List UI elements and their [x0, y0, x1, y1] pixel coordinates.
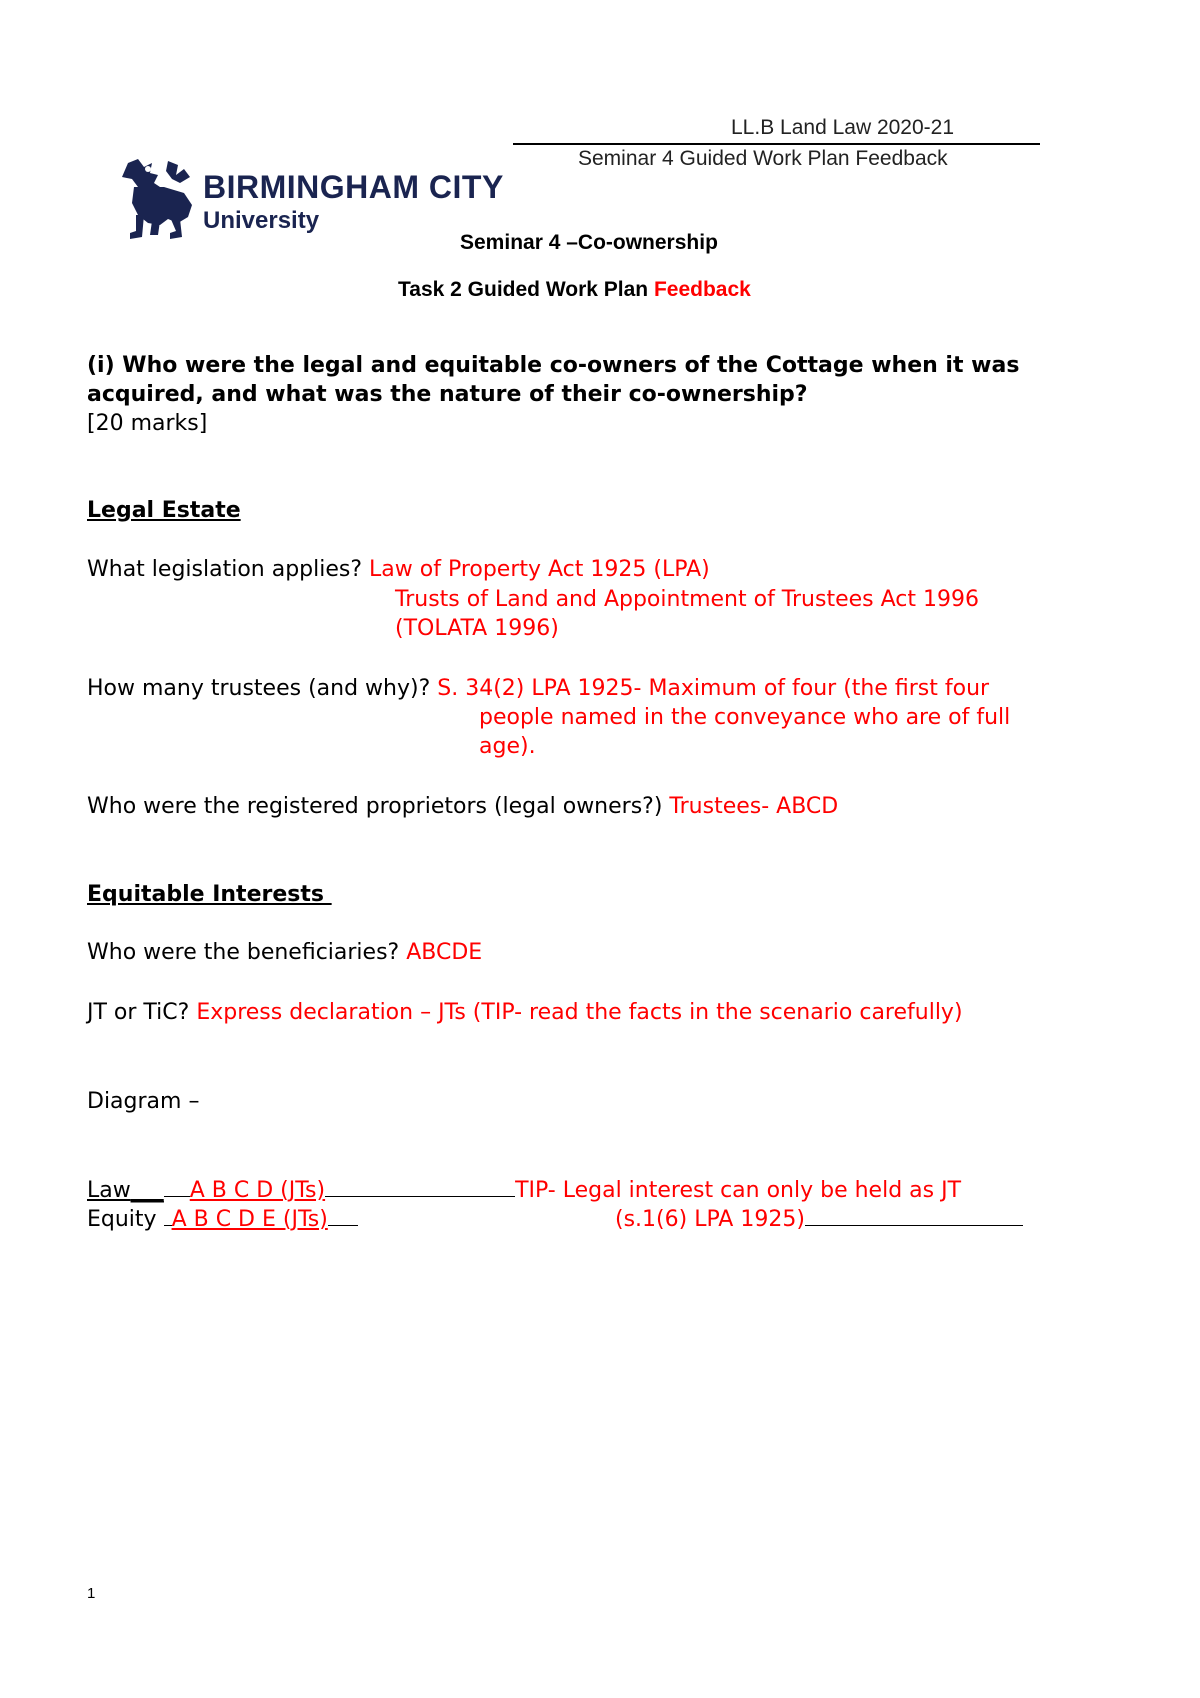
jt-row: [87, 998, 963, 1028]
diagram-equity-row: [87, 1205, 358, 1235]
diagram-law-row: Law___ A B C D (JTs) TIP- Legal interest can only be held as JT: [87, 1178, 962, 1203]
proprietors-answer: Trustees- ABCD: [669, 794, 839, 819]
header-rule: [513, 143, 1040, 145]
beneficiaries-question: Who were the beneficiaries?: [87, 940, 407, 965]
legislation-answer-1: Law of Property Act 1925 (LPA): [369, 557, 710, 582]
legislation-question: What legislation applies?: [87, 557, 370, 582]
diagram-law-tip: TIP- Legal interest can only be held as JT: [515, 1178, 962, 1203]
beneficiaries-row: [87, 938, 482, 968]
header-course: LL.B Land Law 2020-21: [731, 116, 955, 139]
jt-answer: Express declaration – JTs (TIP- read the facts in the scenario carefully): [196, 1000, 963, 1025]
legislation-answer-3: (TOLATA 1996): [395, 616, 559, 641]
equitable-interests-heading: Equitable Interests: [87, 882, 332, 907]
trustees-answer-1: S. 34(2) LPA 1925- Maximum of four (the first four: [437, 676, 990, 701]
legislation-row: [87, 555, 710, 585]
trustees-answer-3: age).: [479, 734, 536, 759]
question-line-1: (i) Who were the legal and equitable co-owners of the Cottage when it was: [87, 353, 1020, 378]
diagram-law-value: A B C D (JTs): [189, 1178, 326, 1203]
question-marks: [20 marks]: [87, 411, 208, 436]
jt-question: JT or TiC?: [87, 1000, 197, 1025]
seminar-title: Seminar 4 –Co-ownership: [460, 231, 718, 254]
header-subtitle: Seminar 4 Guided Work Plan Feedback: [578, 147, 948, 170]
university-logo: [108, 157, 504, 242]
trustees-question: How many trustees (and why)?: [87, 676, 438, 701]
proprietors-question: Who were the registered proprietors (legal owners?): [87, 794, 670, 819]
page-number: 1: [87, 1585, 96, 1602]
logo-line2: University: [203, 207, 320, 234]
diagram-label: Diagram –: [87, 1089, 200, 1114]
diagram-law-label: Law: [87, 1178, 131, 1203]
diagram-equity-tip: (s.1(6) LPA 1925): [615, 1207, 805, 1232]
diagram-equity-value: A B C D E (JTs): [171, 1207, 328, 1232]
diagram-equity-label: Equity: [87, 1207, 164, 1232]
task-title-prefix: Task 2 Guided Work Plan: [398, 278, 654, 301]
question-line-2: acquired, and what was the nature of their co-ownership?: [87, 382, 808, 407]
trustees-answer-2: people named in the conveyance who are of full: [479, 705, 1011, 730]
beneficiaries-answer: ABCDE: [406, 940, 483, 965]
task-title: [398, 278, 751, 302]
trustees-row: [87, 674, 989, 704]
logo-line1: BIRMINGHAM CITY: [203, 169, 504, 205]
lion-crest-icon: [108, 157, 198, 242]
legal-estate-heading: Legal Estate: [87, 498, 241, 523]
diagram-equity-tip-row: [615, 1205, 1023, 1235]
task-title-highlight: Feedback: [653, 278, 751, 301]
proprietors-row: [87, 792, 838, 822]
legislation-answer-2: Trusts of Land and Appointment of Trustees Act 1996: [395, 587, 979, 612]
